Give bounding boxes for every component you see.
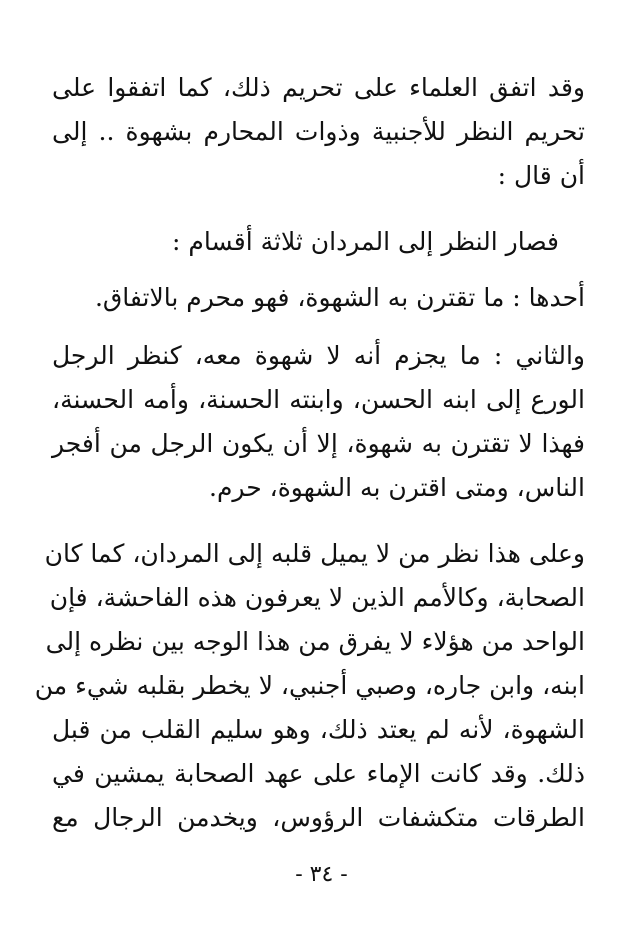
paragraph-2 bbox=[52, 220, 585, 264]
paragraph-4 bbox=[52, 334, 585, 510]
text-line: تحريم النظر للأجنبية وذوات المحارم بشهوة .. إلى bbox=[52, 117, 585, 146]
text-line: وقد اتفق العلماء على تحريم ذلك، كما اتفقوا على bbox=[52, 73, 585, 102]
text-line: الواحد من هؤلاء لا يفرق من هذا الوجه بين نظره إلى bbox=[45, 627, 585, 656]
text-line: ذلك. وقد كانت الإماء على عهد الصحابة يمشين في bbox=[52, 759, 585, 788]
text-line: وعلى هذا نظر من لا يميل قلبه إلى المردان، كما كان bbox=[44, 539, 585, 568]
paragraph-1 bbox=[52, 66, 585, 198]
text-line: فهذا لا تقترن به شهوة، إلا أن يكون الرجل من أفجر bbox=[52, 429, 585, 458]
text-line: الصحابة، وكالأمم الذين لا يعرفون هذه الفاحشة، فإن bbox=[49, 583, 585, 612]
text-line: الناس، ومتى اقترن به الشهوة، حرم. bbox=[209, 473, 585, 502]
text-line: فصار النظر إلى المردان ثلاثة أقسام : bbox=[171, 227, 559, 256]
text-line: الورع إلى ابنه الحسن، وابنته الحسنة، وأمه الحسنة، bbox=[52, 385, 585, 414]
text-line: الشهوة، لأنه لم يعتد ذلك، وهو سليم القلب من قبل bbox=[52, 715, 585, 744]
paragraph-3 bbox=[52, 276, 585, 320]
page-body bbox=[34, 66, 585, 878]
text-line: الطرقات متكشفات الرؤوس، ويخدمن الرجال مع bbox=[52, 803, 585, 832]
page-number: - ٣٤ - bbox=[295, 862, 348, 887]
text-line: أن قال : bbox=[497, 161, 585, 190]
text-line: والثاني : ما يجزم أنه لا شهوة معه، كنظر الرجل bbox=[52, 341, 585, 370]
paragraph-5 bbox=[34, 532, 585, 840]
text-line: ابنه، وابن جاره، وصبي أجنبي، لا يخطر بقلبه شيء من bbox=[34, 671, 585, 700]
text-line: أحدها : ما تقترن به الشهوة، فهو محرم بالاتفاق. bbox=[94, 283, 585, 312]
